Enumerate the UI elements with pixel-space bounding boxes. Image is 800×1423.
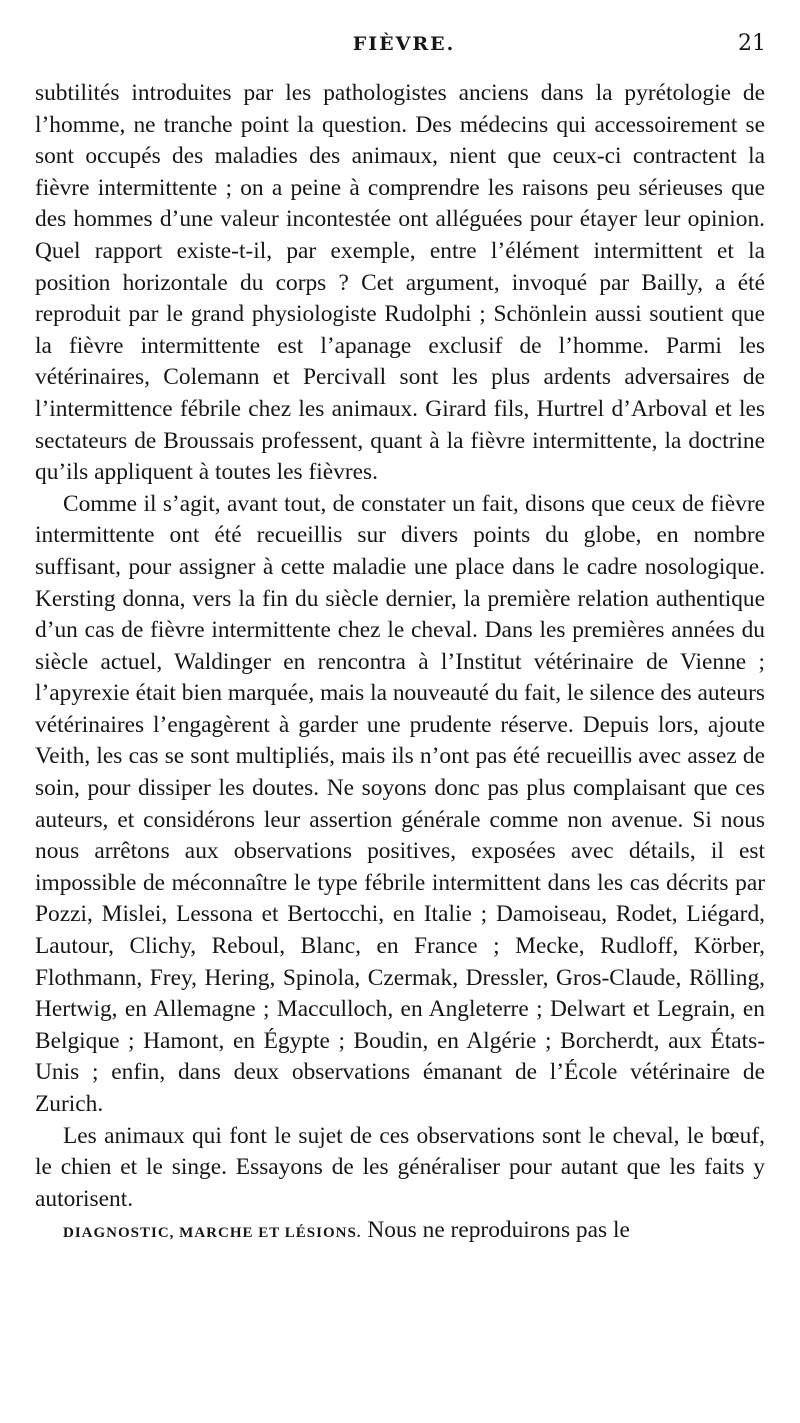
body-text (35, 78, 765, 1250)
page-header (34, 27, 774, 67)
paragraph-3: Les animaux qui font le sujet de ces observations sont le cheval, le bœuf, le chien et le singe. Essayons de les généraliser pour autant que les faits y autorisent. (35, 1122, 765, 1212)
paragraph-1: subtilités introduites par les pathologistes anciens dans la pyrétologie de l’homme, ne tranche point la question. Des médecins qui accessoirement se sont occupés des maladies des animaux, nient que ceux-ci contractent la fièvre intermittente ; on a peine à comprendre les raisons peu sérieuses que des hommes d’une valeur incontestée ont alléguées pour étayer leur opinion. Quel rapport existe-t-il, par exemple, entre l’élément intermittent et la position horizontale du corps ? Cet argument, invoqué par Bailly, a été reproduit par le grand physiologiste Rudolphi ; Schönlein aussi soutient que la fièvre intermittente est l’apanage exclusif de l’homme. Parmi les vétérinaires, Colemann et Percivall sont les plus ardents adversaires de l’intermittence fébrile chez les animaux. Girard fils, Hurtrel d’Arboval et les sectateurs de Broussais professent, quant à la fièvre intermittente, la doctrine qu’ils appliquent à toutes les fièvres. (35, 80, 765, 486)
section-heading: DIAGNOSTIC, MARCHE ET LÉSIONS. (63, 1225, 362, 1242)
running-head: FIÈVRE. (352, 33, 456, 55)
section-paragraph (35, 1215, 765, 1250)
paragraph-2: Comme il s’agit, avant tout, de constater un fait, disons que ceux de fièvre intermittente ont été recueillis sur divers points du globe, en nombre suffisant, pour assigner à cette maladie une place dans le cadre nosologique. Kersting donna, vers la fin du siècle dernier, la première relation authentique d’un cas de fièvre intermittente chez le cheval. Dans les premières années du siècle actuel, Waldinger en rencontra à l’Institut vétérinaire de Vienne ; l’apyrexie était bien marquée, mais la nouveauté du fait, le silence des auteurs vétérinaires l’engagèrent à garder une prudente réserve. Depuis lors, ajoute Veith, les cas se sont multipliés, mais ils n’ont pas été recueillis avec assez de soin, pour dissiper les doutes. Ne soyons donc pas plus complaisant que ces auteurs, et considérons leur assertion générale comme non avenue. Si nous nous arrêtons aux observations positives, exposées avec détails, il est impossible de méconnaître le type fébrile intermittent dans les cas décrits par Pozzi, Mislei, Lessona et Bertocchi, en Italie ; Damoiseau, Rodet, Liégard, Lautour, Clichy, Reboul, Blanc, en France ; Mecke, Rudloff, Körber, Flothmann, Frey, Hering, Spinola, Czermak, Dressler, Gros-Claude, Rölling, Hertwig, en Allemagne ; Macculloch, en Angleterre ; Delwart et Legrain, en Belgique ; Hamont, en Égypte ; Boudin, en Algérie ; Borcherdt, aux États-Unis ; enfin, dans deux observations émanant de l’École vétérinaire de Zurich. (35, 490, 766, 1117)
page-number: 21 (738, 31, 766, 56)
section-text: Nous ne reproduirons pas le (361, 1217, 630, 1244)
